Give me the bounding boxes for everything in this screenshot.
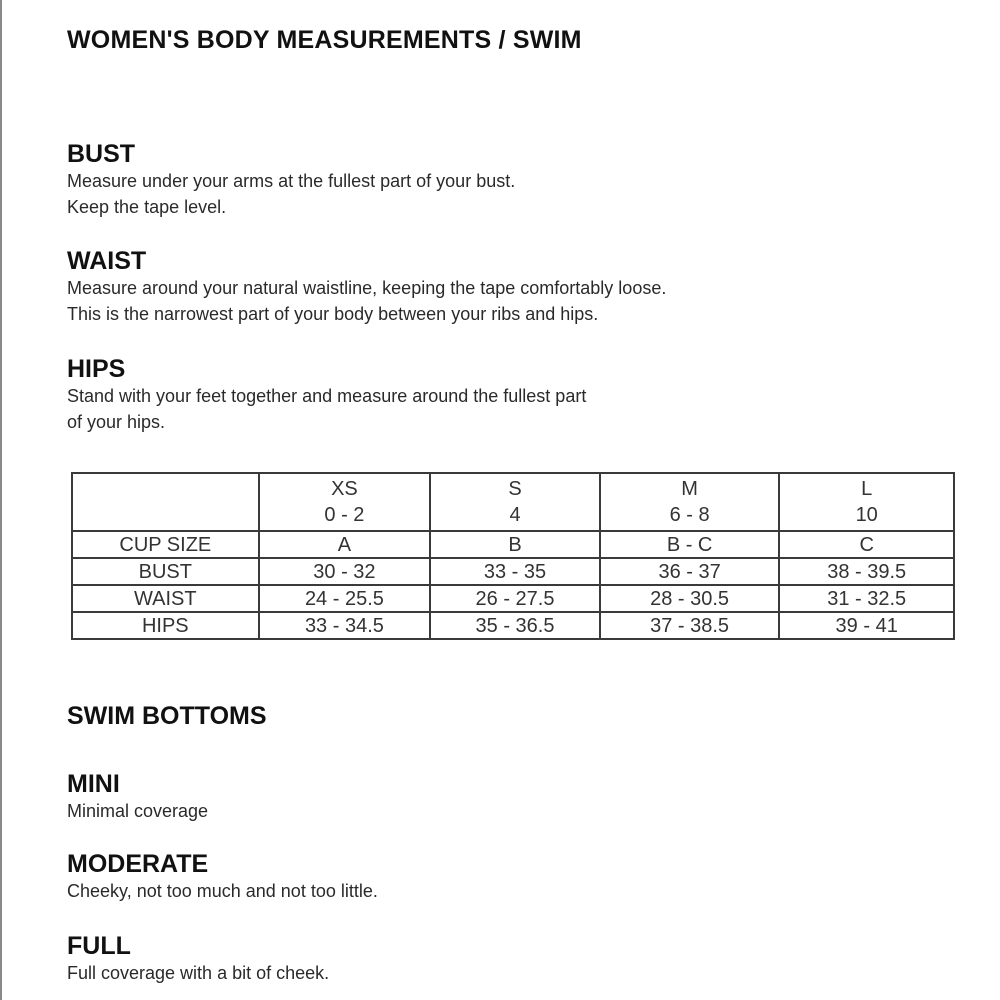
table-cell: 31 - 32.5: [779, 585, 954, 612]
left-border-rule: [0, 0, 2, 1000]
full-section: [67, 932, 329, 986]
table-cell: 35 - 36.5: [430, 612, 600, 639]
bust-instruction-line-1: Measure under your arms at the fullest part of your bust.: [67, 171, 516, 191]
mini-section: [67, 770, 208, 824]
bust-heading: BUST: [67, 140, 136, 168]
full-description: Full coverage with a bit of cheek.: [67, 963, 330, 983]
waist-heading: WAIST: [67, 247, 147, 275]
hips-instruction-line-1: Stand with your feet together and measure around the fullest part: [67, 386, 587, 406]
table-cell: 33 - 35: [430, 558, 600, 585]
row-label: BUST: [72, 558, 259, 585]
waist-instruction-line-2: This is the narrowest part of your body between your ribs and hips.: [67, 304, 599, 324]
size-numeric: 4: [509, 504, 521, 526]
size-numeric: 10: [855, 504, 878, 526]
table-cell: 33 - 34.5: [259, 612, 431, 639]
table-cell: 26 - 27.5: [430, 585, 600, 612]
bust-instruction-line-2: Keep the tape level.: [67, 197, 227, 217]
table-row-cup-size: [72, 531, 954, 558]
moderate-heading: MODERATE: [67, 850, 209, 878]
moderate-section: [67, 850, 378, 904]
size-letter: XS: [331, 478, 358, 500]
size-letter: S: [508, 478, 522, 500]
moderate-description: Cheeky, not too much and not too little.: [67, 881, 378, 901]
row-label: CUP SIZE: [72, 531, 259, 558]
swim-bottoms-title: SWIM BOTTOMS: [67, 702, 267, 730]
table-cell: A: [259, 531, 431, 558]
full-heading: FULL: [67, 932, 131, 960]
page-title: WOMEN'S BODY MEASUREMENTS / SWIM: [67, 26, 582, 54]
mini-heading: MINI: [67, 770, 120, 798]
table-cell: 24 - 25.5: [259, 585, 431, 612]
size-header-s: [430, 473, 600, 531]
size-header-m: [600, 473, 780, 531]
table-cell: 30 - 32: [259, 558, 431, 585]
table-cell: 36 - 37: [600, 558, 780, 585]
hips-instruction-line-2: of your hips.: [67, 412, 166, 432]
waist-instruction-line-1: Measure around your natural waistline, keeping the tape comfortably loose.: [67, 278, 667, 298]
mini-description: Minimal coverage: [67, 801, 209, 821]
size-chart-table: [71, 472, 955, 640]
bust-section: [67, 140, 515, 220]
size-letter: L: [861, 478, 873, 500]
table-cell: 39 - 41: [779, 612, 954, 639]
table-row-bust: [72, 558, 954, 585]
table-row-waist: [72, 585, 954, 612]
row-label: WAIST: [72, 585, 259, 612]
size-header-l: [779, 473, 954, 531]
size-letter: M: [681, 478, 698, 500]
table-cell: C: [779, 531, 954, 558]
table-row-hips: [72, 612, 954, 639]
waist-section: [67, 247, 666, 327]
hips-section: [67, 355, 586, 435]
table-cell: B: [430, 531, 600, 558]
size-numeric: 0 - 2: [324, 504, 365, 526]
table-cell: 38 - 39.5: [779, 558, 954, 585]
size-numeric: 6 - 8: [669, 504, 710, 526]
row-label: HIPS: [72, 612, 259, 639]
hips-heading: HIPS: [67, 355, 126, 383]
header-corner-cell: [72, 473, 259, 531]
table-cell: B - C: [600, 531, 780, 558]
size-header-xs: [259, 473, 431, 531]
table-cell: 28 - 30.5: [600, 585, 780, 612]
table-cell: 37 - 38.5: [600, 612, 780, 639]
size-header-row: [72, 473, 954, 531]
